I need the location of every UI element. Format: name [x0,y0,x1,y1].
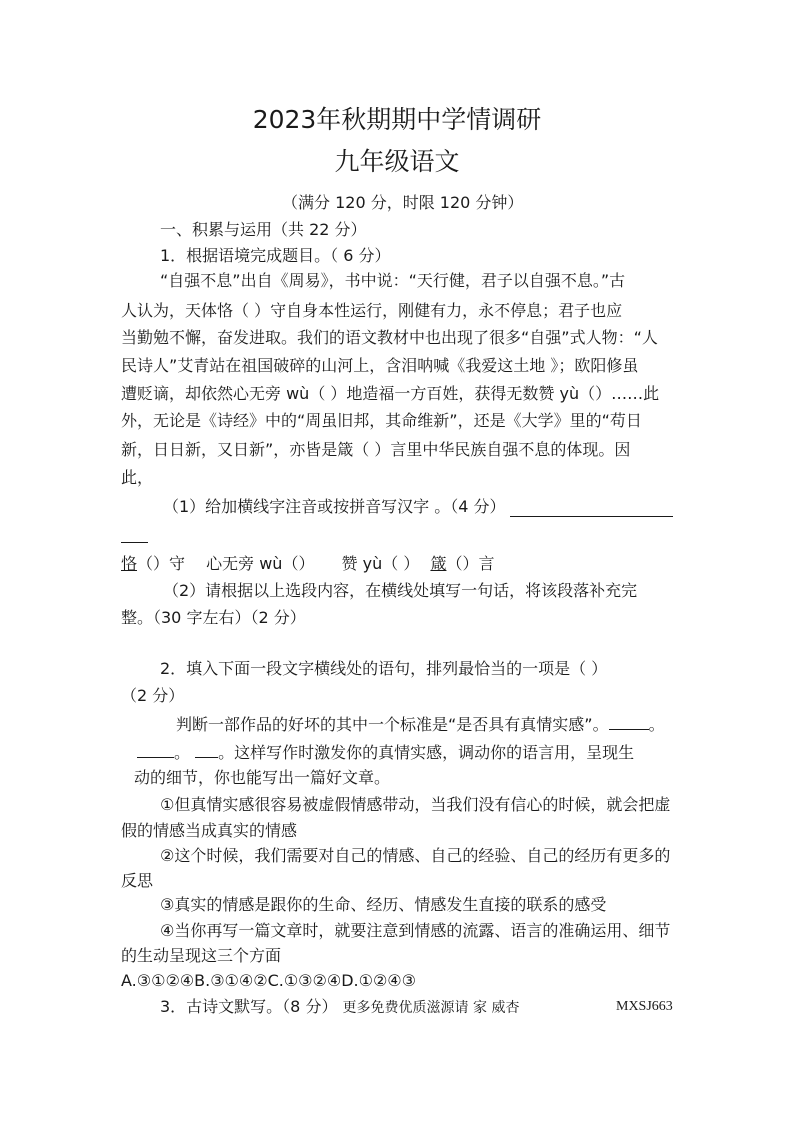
option-line: 反思 [121,871,154,890]
question-2-heading: 2．填入下面一段文字横线处的语句，排列最恰当的一项是（ ） [160,659,608,678]
question-1-heading: 1．根据语境完成题目。（ 6 分） [160,246,391,265]
question-3-line [160,996,519,1019]
sub-question-2-line: 整。（30 字左右）（2 分） [121,608,306,627]
answer-line[interactable] [121,542,148,543]
item-text: （）言 [446,554,495,573]
underlined-char: 恪 [121,554,138,573]
watermark-text: 更多免费优质滋源请 家 威杏 [342,1000,520,1016]
question-2-stem [137,741,634,764]
question-2-stem: 动的细节，你也能写出一篇好文章。 [134,768,391,787]
option-line: 假的情感当成真实的情感 [121,821,298,840]
sub-question-1-items [121,553,494,575]
exam-subtitle: 九年级语文 [334,147,460,176]
stem-text: 。 [174,743,191,762]
sub-question-1-prompt: （1）给加横线字注音或按拼音写汉字 。（4 分） [163,497,506,516]
fill-blank[interactable] [609,713,649,730]
underlined-char: 箴 [430,554,447,573]
exam-title: 2023年秋期期中学情调研 [252,105,542,134]
document-code: MXSJ663 [616,999,673,1014]
option-line: ②这个时候，我们需要对自己的情感、自己的经验、自己的经历有更多的 [160,846,671,865]
item-text: 心无旁 wù（） [206,554,315,573]
passage-line: “自强不息”出自《周易》，书中说：“天行健，君子以自强不息。”古 [160,271,626,290]
passage-line: 人认为，天体恪（ ）守自身本性运行，刚健有力，永不停息；君子也应 [121,301,623,320]
question-3-heading: 3．古诗文默写。（8 分） [160,997,338,1016]
question-2-stem [176,713,665,736]
passage-line: 新，日日新，又日新”，亦皆是箴（ ）言里中华民族自强不息的体现。因 [121,440,631,459]
passage-line: 遭贬谪，却依然心无旁 wù（ ）地造福一方百姓，获得无数赞 yù（）……此 [121,384,660,403]
sub-question-2-line: （2）请根据以上选段内容，在横线处填写一句话，将该段落补充完 [163,581,638,600]
section-heading: 一、积累与运用（共 22 分） [160,220,367,239]
passage-line: 当勤勉不懈，奋发进取。我们的语文教材中也出现了很多“自强”式人物：“人 [121,328,658,347]
passage-line: 外，无论是《诗经》中的“周虽旧邦，其命维新”，还是《大学》里的“苟日 [121,411,642,430]
passage-line: 此， [121,468,154,487]
option-line: 的生动呈现这三个方面 [121,946,282,965]
option-line: ④当你再写一篇文章时，就要注意到情感的流露、语言的准确运用、细节 [160,921,671,940]
stem-text: 。 [648,715,665,734]
stem-text: 。这样写作时激发你的真情实感，调动你的语言用，呈现生 [218,743,635,762]
answer-line[interactable] [510,516,673,517]
fill-blank[interactable] [137,741,174,758]
passage-line: 民诗人”艾青站在祖国破碎的山河上，含泪呐喊《我爱这土地 》；欧阳修虽 [121,356,639,375]
item-text: （）守 [137,554,186,573]
option-line: ③真实的情感是跟你的生命、经历、情感发生直接的联系的感受 [160,895,607,914]
exam-info: （满分 120 分，时限 120 分钟） [282,193,524,212]
fill-blank[interactable] [195,741,218,758]
stem-text: 判断一部作品的好坏的其中一个标准是“是否具有真情实感”。 [176,715,609,734]
question-2-points: （2 分） [121,686,185,705]
answer-choices: A.③①②④B.③①④②C.①③②④D.①②④③ [121,971,416,990]
item-text: 赞 yù（ ） [341,554,420,573]
option-line: ①但真情实感很容易被虚假情感带动，当我们没有信心的时候，就会把虚 [160,795,671,814]
